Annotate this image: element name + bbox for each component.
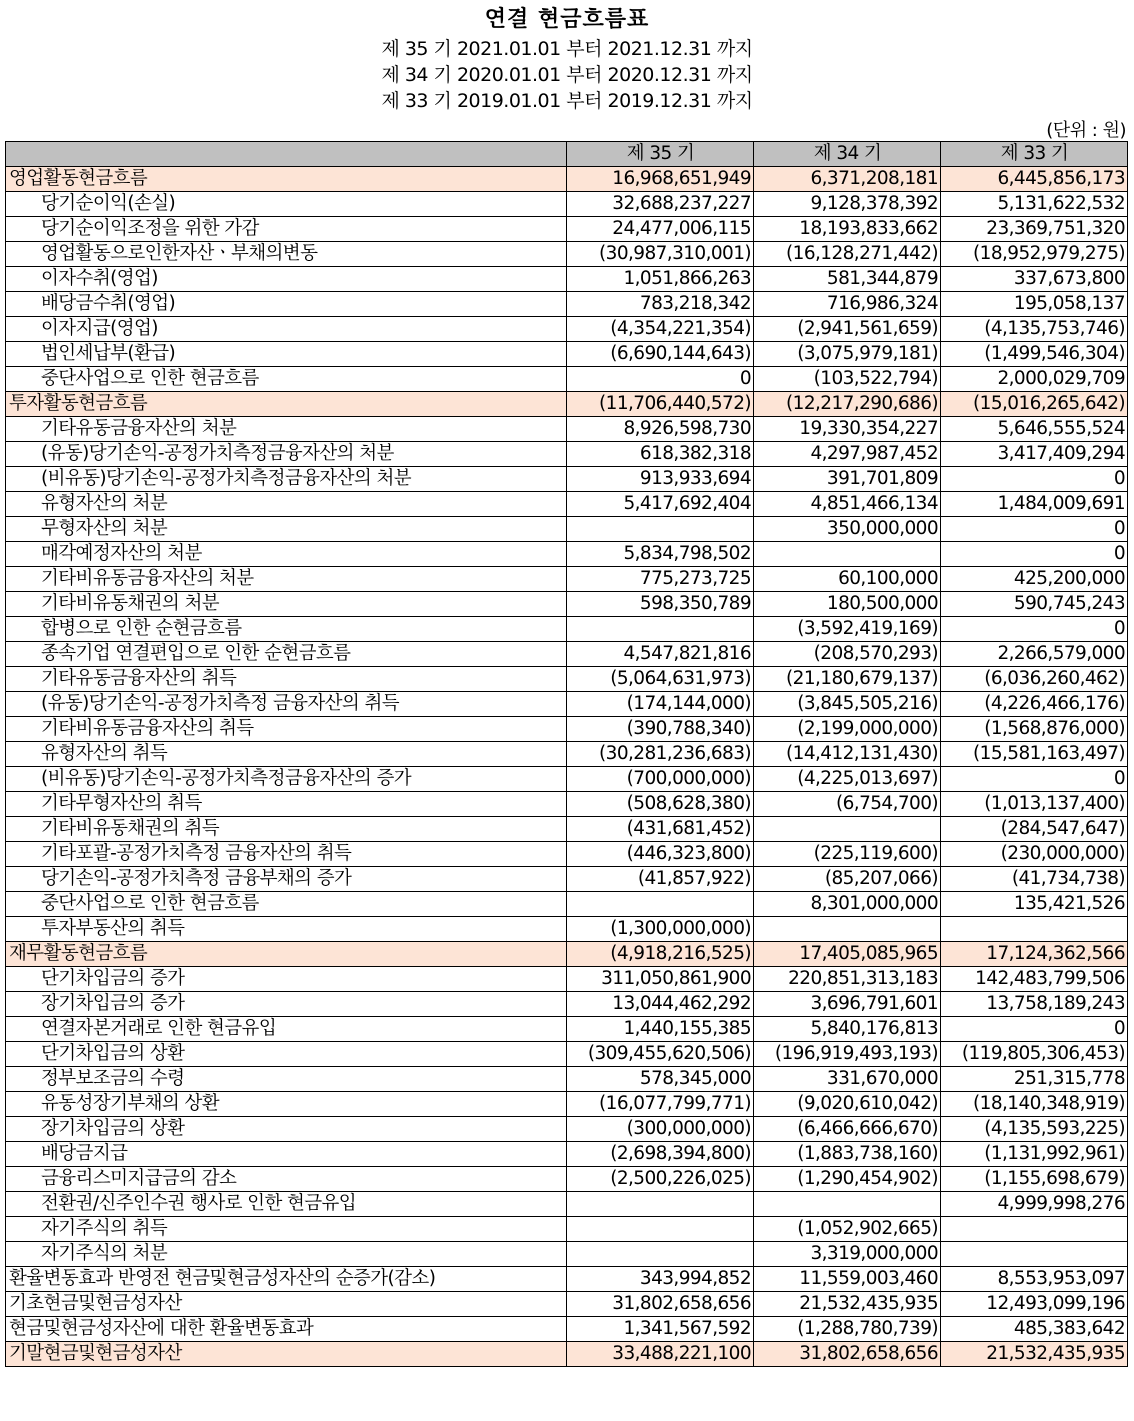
value-period-34: 11,559,003,460 [754, 1267, 941, 1292]
value-period-34: (6,754,700) [754, 792, 941, 817]
table-row [6, 917, 1128, 942]
period-35: 제 35 기 2021.01.01 부터 2021.12.31 까지 [381, 38, 753, 60]
column-header-period-34: 제 34 기 [754, 142, 941, 167]
value-period-35: 33,488,221,100 [567, 1342, 754, 1367]
value-period-34: (2,199,000,000) [754, 717, 941, 742]
table-row [6, 1117, 1128, 1142]
row-label: 당기순이익조정을 위한 가감 [6, 217, 567, 242]
value-period-33: 2,266,579,000 [941, 642, 1128, 667]
row-label: 기타유동금융자산의 처분 [6, 417, 567, 442]
value-period-33: 135,421,526 [941, 892, 1128, 917]
value-period-35: (2,500,226,025) [567, 1167, 754, 1192]
value-period-35: (174,144,000) [567, 692, 754, 717]
row-label: 장기차입금의 상환 [6, 1117, 567, 1142]
value-period-33: 1,484,009,691 [941, 492, 1128, 517]
value-period-34: (1,883,738,160) [754, 1142, 941, 1167]
table-row [6, 817, 1128, 842]
total-row [6, 1292, 1128, 1317]
value-period-35: 311,050,861,900 [567, 967, 754, 992]
value-period-33: (1,568,876,000) [941, 717, 1128, 742]
period-34: 제 34 기 2020.01.01 부터 2020.12.31 까지 [381, 64, 753, 86]
table-row [6, 192, 1128, 217]
table-row [6, 667, 1128, 692]
section-row [6, 1342, 1128, 1367]
value-period-33: (4,226,466,176) [941, 692, 1128, 717]
value-period-33: 2,000,029,709 [941, 367, 1128, 392]
value-period-35 [567, 1192, 754, 1217]
unit-label: (단위 : 원) [1046, 120, 1126, 141]
value-period-34: 8,301,000,000 [754, 892, 941, 917]
value-period-34: 180,500,000 [754, 592, 941, 617]
value-period-34 [754, 917, 941, 942]
value-period-34: (9,020,610,042) [754, 1092, 941, 1117]
table-row [6, 717, 1128, 742]
value-period-33: 5,131,622,532 [941, 192, 1128, 217]
value-period-35: 775,273,725 [567, 567, 754, 592]
column-header-period-35: 제 35 기 [567, 142, 754, 167]
value-period-34: 220,851,313,183 [754, 967, 941, 992]
value-period-35: (30,987,310,001) [567, 242, 754, 267]
value-period-34: 331,670,000 [754, 1067, 941, 1092]
value-period-33: 0 [941, 617, 1128, 642]
value-period-35: 783,218,342 [567, 292, 754, 317]
row-label: 유형자산의 처분 [6, 492, 567, 517]
row-label: 기타비유동채권의 처분 [6, 592, 567, 617]
table-row [6, 517, 1128, 542]
row-label: 이자수취(영업) [6, 267, 567, 292]
value-period-34 [754, 817, 941, 842]
value-period-33: (4,135,753,746) [941, 317, 1128, 342]
value-period-35: 13,044,462,292 [567, 992, 754, 1017]
value-period-33: 6,445,856,173 [941, 167, 1128, 192]
value-period-35: (41,857,922) [567, 867, 754, 892]
value-period-33: 12,493,099,196 [941, 1292, 1128, 1317]
value-period-34: 581,344,879 [754, 267, 941, 292]
value-period-35: (446,323,800) [567, 842, 754, 867]
row-label: 단기차입금의 증가 [6, 967, 567, 992]
table-row [6, 867, 1128, 892]
table-row [6, 742, 1128, 767]
row-label: 기타포괄-공정가치측정 금융자산의 취득 [6, 842, 567, 867]
value-period-35: 578,345,000 [567, 1067, 754, 1092]
table-row [6, 567, 1128, 592]
value-period-34: 3,696,791,601 [754, 992, 941, 1017]
value-period-33: (1,131,992,961) [941, 1142, 1128, 1167]
value-period-33: 251,315,778 [941, 1067, 1128, 1092]
value-period-34: 18,193,833,662 [754, 217, 941, 242]
table-row [6, 1017, 1128, 1042]
row-label: 단기차입금의 상환 [6, 1042, 567, 1067]
value-period-33: (1,013,137,400) [941, 792, 1128, 817]
value-period-35: (16,077,799,771) [567, 1092, 754, 1117]
row-label: 기타유동금융자산의 취득 [6, 667, 567, 692]
value-period-33: (1,155,698,679) [941, 1167, 1128, 1192]
value-period-35: 32,688,237,227 [567, 192, 754, 217]
value-period-33: 21,532,435,935 [941, 1342, 1128, 1367]
row-label: 배당금수취(영업) [6, 292, 567, 317]
value-period-33: 590,745,243 [941, 592, 1128, 617]
row-label: 환율변동효과 반영전 현금및현금성자산의 순증가(감소) [6, 1267, 567, 1292]
row-label: 자기주식의 처분 [6, 1242, 567, 1267]
value-period-34: (3,075,979,181) [754, 342, 941, 367]
value-period-34: (1,290,454,902) [754, 1167, 941, 1192]
value-period-34: 3,319,000,000 [754, 1242, 941, 1267]
value-period-35: 1,051,866,263 [567, 267, 754, 292]
value-period-35: 4,547,821,816 [567, 642, 754, 667]
row-label: 기타무형자산의 취득 [6, 792, 567, 817]
value-period-34: (225,119,600) [754, 842, 941, 867]
value-period-35: (30,281,236,683) [567, 742, 754, 767]
row-label: 장기차입금의 증가 [6, 992, 567, 1017]
table-row [6, 442, 1128, 467]
value-period-35: (11,706,440,572) [567, 392, 754, 417]
value-period-34: (4,225,013,697) [754, 767, 941, 792]
table-row [6, 342, 1128, 367]
value-period-34: 31,802,658,656 [754, 1342, 941, 1367]
value-period-34: (3,845,505,216) [754, 692, 941, 717]
value-period-35: 8,926,598,730 [567, 417, 754, 442]
value-period-35: 16,968,651,949 [567, 167, 754, 192]
value-period-34: (2,941,561,659) [754, 317, 941, 342]
table-row [6, 367, 1128, 392]
row-label: 당기손익-공정가치측정 금융부채의 증가 [6, 867, 567, 892]
table-row [6, 792, 1128, 817]
value-period-34: (1,288,780,739) [754, 1317, 941, 1342]
row-label: 배당금지급 [6, 1142, 567, 1167]
value-period-35: 343,994,852 [567, 1267, 754, 1292]
table-row [6, 767, 1128, 792]
value-period-35: (390,788,340) [567, 717, 754, 742]
value-period-35: (5,064,631,973) [567, 667, 754, 692]
table-row [6, 892, 1128, 917]
section-row [6, 167, 1128, 192]
table-row [6, 1217, 1128, 1242]
value-period-34: 716,986,324 [754, 292, 941, 317]
value-period-34: (85,207,066) [754, 867, 941, 892]
value-period-33: (41,734,738) [941, 867, 1128, 892]
row-label: (비유동)당기손익-공정가치측정금융자산의 증가 [6, 767, 567, 792]
value-period-34: (21,180,679,137) [754, 667, 941, 692]
table-row [6, 217, 1128, 242]
row-label: 금융리스미지급금의 감소 [6, 1167, 567, 1192]
value-period-33: 195,058,137 [941, 292, 1128, 317]
row-label: 투자활동현금흐름 [6, 392, 567, 417]
value-period-35 [567, 517, 754, 542]
value-period-35: (6,690,144,643) [567, 342, 754, 367]
statement-title: 연결 현금흐름표 [484, 7, 650, 32]
table-row [6, 242, 1128, 267]
value-period-33: (4,135,593,225) [941, 1117, 1128, 1142]
value-period-33: 3,417,409,294 [941, 442, 1128, 467]
table-row [6, 592, 1128, 617]
value-period-33: (15,016,265,642) [941, 392, 1128, 417]
table-row [6, 992, 1128, 1017]
table-row [6, 692, 1128, 717]
row-label: 유동성장기부채의 상환 [6, 1092, 567, 1117]
table-row [6, 1192, 1128, 1217]
table-row [6, 967, 1128, 992]
value-period-33: 0 [941, 1017, 1128, 1042]
table-row [6, 617, 1128, 642]
value-period-35 [567, 1217, 754, 1242]
table-row [6, 1092, 1128, 1117]
row-label: 무형자산의 처분 [6, 517, 567, 542]
value-period-35: (431,681,452) [567, 817, 754, 842]
row-label: 기초현금및현금성자산 [6, 1292, 567, 1317]
value-period-35: 618,382,318 [567, 442, 754, 467]
value-period-33: 0 [941, 542, 1128, 567]
value-period-35 [567, 892, 754, 917]
table-row [6, 492, 1128, 517]
value-period-33: 4,999,998,276 [941, 1192, 1128, 1217]
row-label: 종속기업 연결편입으로 인한 순현금흐름 [6, 642, 567, 667]
table-row [6, 1242, 1128, 1267]
value-period-35: 24,477,006,115 [567, 217, 754, 242]
value-period-33: 0 [941, 517, 1128, 542]
value-period-35: 1,341,567,592 [567, 1317, 754, 1342]
value-period-33: (119,805,306,453) [941, 1042, 1128, 1067]
value-period-35: 31,802,658,656 [567, 1292, 754, 1317]
value-period-34: 4,851,466,134 [754, 492, 941, 517]
value-period-35: (4,918,216,525) [567, 942, 754, 967]
value-period-34 [754, 542, 941, 567]
value-period-34: 350,000,000 [754, 517, 941, 542]
value-period-34: 9,128,378,392 [754, 192, 941, 217]
table-row [6, 1042, 1128, 1067]
value-period-33: 142,483,799,506 [941, 967, 1128, 992]
value-period-34: 60,100,000 [754, 567, 941, 592]
table-row [6, 1142, 1128, 1167]
value-period-35: 598,350,789 [567, 592, 754, 617]
value-period-33: (15,581,163,497) [941, 742, 1128, 767]
value-period-34: (3,592,419,169) [754, 617, 941, 642]
row-label: 기말현금및현금성자산 [6, 1342, 567, 1367]
value-period-34: 6,371,208,181 [754, 167, 941, 192]
row-label: (유동)당기손익-공정가치측정금융자산의 처분 [6, 442, 567, 467]
table-row [6, 267, 1128, 292]
value-period-34: 19,330,354,227 [754, 417, 941, 442]
value-period-34: (6,466,666,670) [754, 1117, 941, 1142]
value-period-33: 8,553,953,097 [941, 1267, 1128, 1292]
period-33: 제 33 기 2019.01.01 부터 2019.12.31 까지 [381, 90, 753, 112]
value-period-35: 1,440,155,385 [567, 1017, 754, 1042]
value-period-35 [567, 617, 754, 642]
row-label: 기타비유동금융자산의 처분 [6, 567, 567, 592]
value-period-33: 13,758,189,243 [941, 992, 1128, 1017]
value-period-33: (1,499,546,304) [941, 342, 1128, 367]
total-row [6, 1267, 1128, 1292]
value-period-35: 0 [567, 367, 754, 392]
value-period-33 [941, 1217, 1128, 1242]
column-header-label [6, 142, 567, 167]
value-period-35: (1,300,000,000) [567, 917, 754, 942]
row-label: 매각예정자산의 처분 [6, 542, 567, 567]
row-label: 유형자산의 취득 [6, 742, 567, 767]
value-period-33 [941, 1242, 1128, 1267]
value-period-34: 21,532,435,935 [754, 1292, 941, 1317]
value-period-35: (700,000,000) [567, 767, 754, 792]
table-header-row [6, 142, 1128, 167]
table-row [6, 1067, 1128, 1092]
value-period-35: (2,698,394,800) [567, 1142, 754, 1167]
row-label: 현금및현금성자산에 대한 환율변동효과 [6, 1317, 567, 1342]
row-label: 영업활동현금흐름 [6, 167, 567, 192]
value-period-34: 5,840,176,813 [754, 1017, 941, 1042]
row-label: 영업활동으로인한자산ㆍ부채의변동 [6, 242, 567, 267]
value-period-33: 337,673,800 [941, 267, 1128, 292]
total-row [6, 1317, 1128, 1342]
row-label: 이자지급(영업) [6, 317, 567, 342]
value-period-34: (208,570,293) [754, 642, 941, 667]
section-row [6, 392, 1128, 417]
value-period-35: 5,834,798,502 [567, 542, 754, 567]
value-period-33: 485,383,642 [941, 1317, 1128, 1342]
value-period-33: 17,124,362,566 [941, 942, 1128, 967]
row-label: (유동)당기손익-공정가치측정 금융자산의 취득 [6, 692, 567, 717]
row-label: 연결자본거래로 인한 현금유입 [6, 1017, 567, 1042]
value-period-34: (12,217,290,686) [754, 392, 941, 417]
value-period-33: 0 [941, 767, 1128, 792]
row-label: 기타비유동채권의 취득 [6, 817, 567, 842]
value-period-34: (196,919,493,193) [754, 1042, 941, 1067]
value-period-34: (14,412,131,430) [754, 742, 941, 767]
column-header-period-33: 제 33 기 [941, 142, 1128, 167]
value-period-33: 0 [941, 467, 1128, 492]
value-period-34: 17,405,085,965 [754, 942, 941, 967]
table-row [6, 842, 1128, 867]
row-label: 중단사업으로 인한 현금흐름 [6, 367, 567, 392]
table-row [6, 417, 1128, 442]
row-label: 합병으로 인한 순현금흐름 [6, 617, 567, 642]
value-period-35: 5,417,692,404 [567, 492, 754, 517]
value-period-33: 425,200,000 [941, 567, 1128, 592]
section-row [6, 942, 1128, 967]
value-period-33: (6,036,260,462) [941, 667, 1128, 692]
table-row [6, 467, 1128, 492]
value-period-34: (16,128,271,442) [754, 242, 941, 267]
value-period-34: (1,052,902,665) [754, 1217, 941, 1242]
value-period-33: 23,369,751,320 [941, 217, 1128, 242]
row-label: 당기순이익(손실) [6, 192, 567, 217]
table-row [6, 317, 1128, 342]
row-label: 재무활동현금흐름 [6, 942, 567, 967]
value-period-34: 4,297,987,452 [754, 442, 941, 467]
value-period-33 [941, 917, 1128, 942]
row-label: 중단사업으로 인한 현금흐름 [6, 892, 567, 917]
value-period-34: (103,522,794) [754, 367, 941, 392]
row-label: 정부보조금의 수령 [6, 1067, 567, 1092]
value-period-35 [567, 1242, 754, 1267]
value-period-35: 913,933,694 [567, 467, 754, 492]
row-label: 전환권/신주인수권 행사로 인한 현금유입 [6, 1192, 567, 1217]
row-label: 자기주식의 취득 [6, 1217, 567, 1242]
value-period-33: (230,000,000) [941, 842, 1128, 867]
value-period-34 [754, 1192, 941, 1217]
table-row [6, 542, 1128, 567]
value-period-33: 5,646,555,524 [941, 417, 1128, 442]
value-period-35: (508,628,380) [567, 792, 754, 817]
table-row [6, 292, 1128, 317]
value-period-35: (300,000,000) [567, 1117, 754, 1142]
row-label: (비유동)당기손익-공정가치측정금융자산의 처분 [6, 467, 567, 492]
table-body [6, 167, 1128, 1367]
value-period-33: (284,547,647) [941, 817, 1128, 842]
row-label: 기타비유동금융자산의 취득 [6, 717, 567, 742]
value-period-33: (18,140,348,919) [941, 1092, 1128, 1117]
value-period-34: 391,701,809 [754, 467, 941, 492]
value-period-33: (18,952,979,275) [941, 242, 1128, 267]
cash-flow-table [5, 141, 1128, 1367]
table-row [6, 642, 1128, 667]
value-period-35: (4,354,221,354) [567, 317, 754, 342]
value-period-35: (309,455,620,506) [567, 1042, 754, 1067]
row-label: 투자부동산의 취득 [6, 917, 567, 942]
row-label: 법인세납부(환급) [6, 342, 567, 367]
table-row [6, 1167, 1128, 1192]
